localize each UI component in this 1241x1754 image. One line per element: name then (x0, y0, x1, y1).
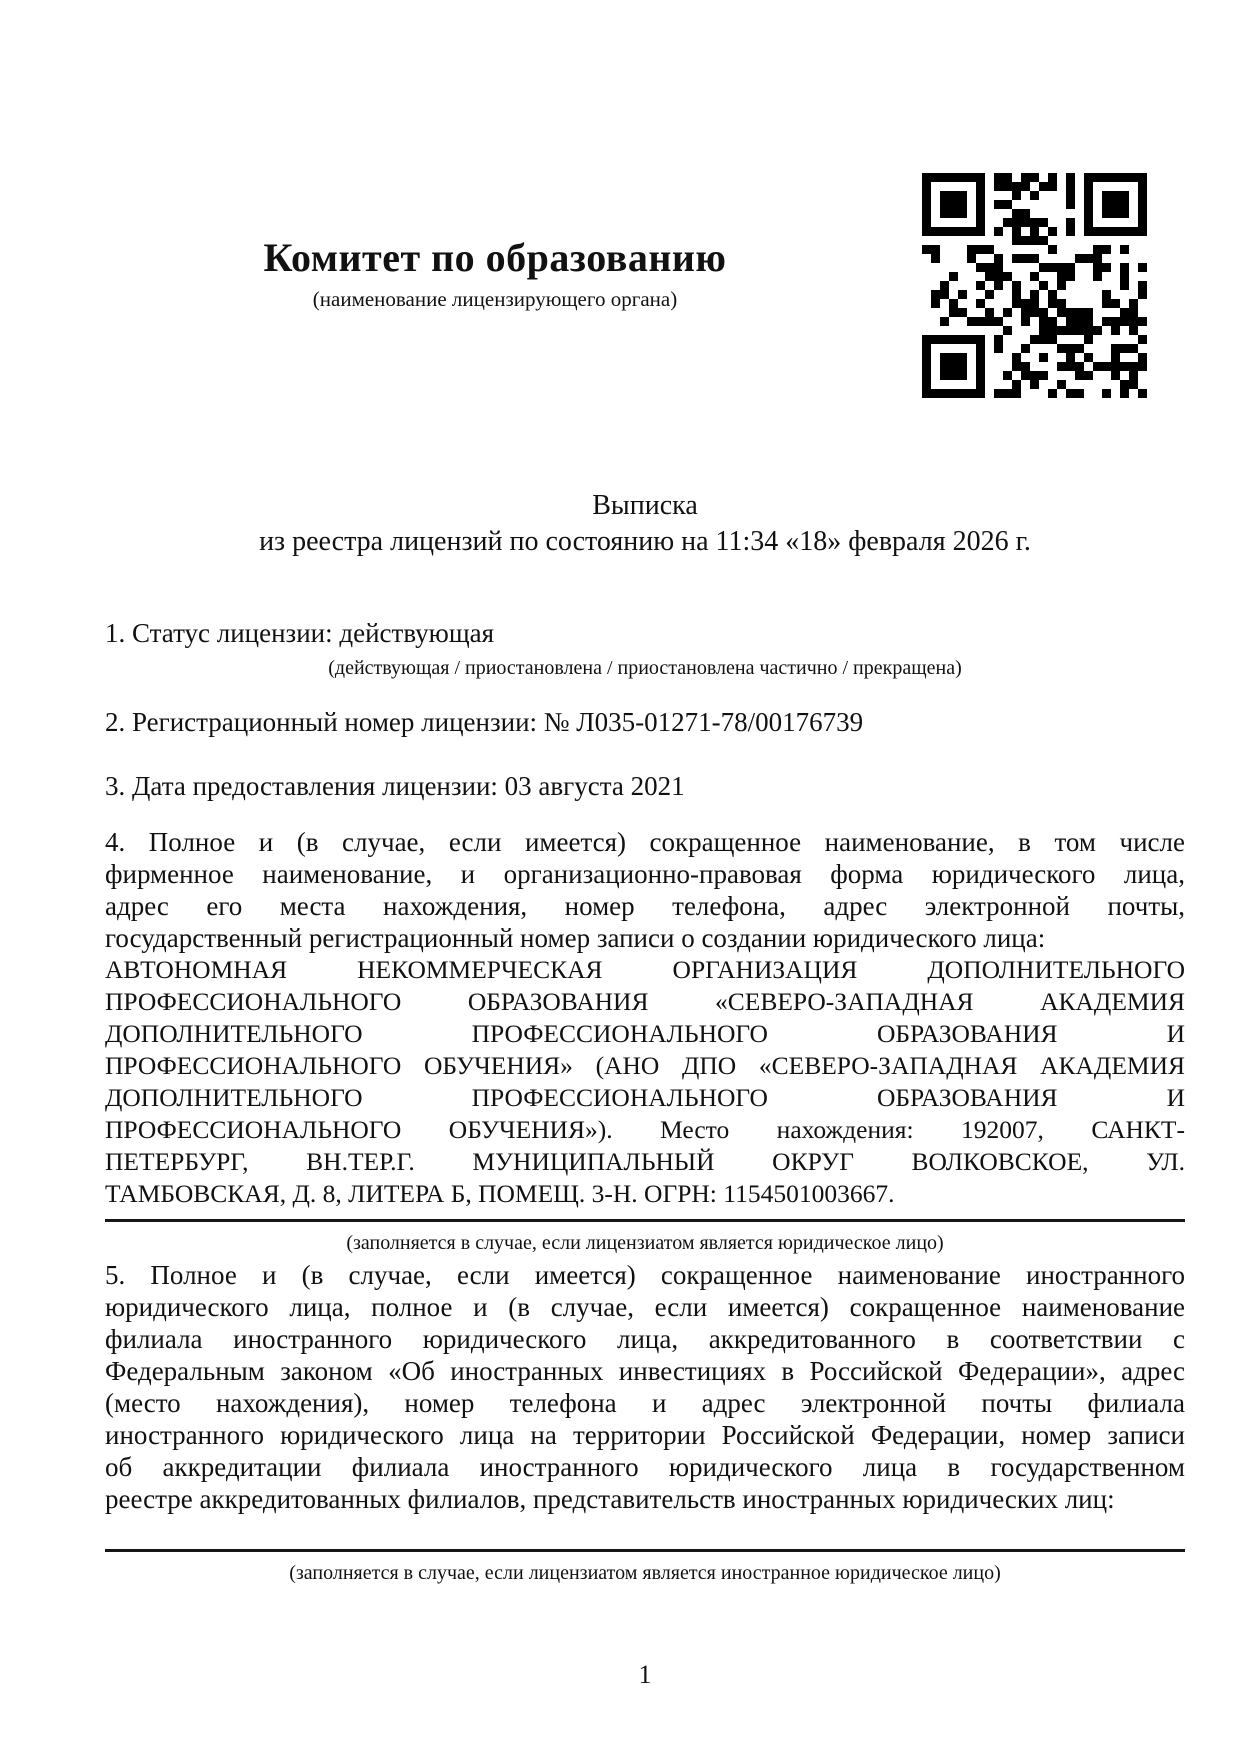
organization-name-block (105, 954, 1185, 1210)
paragraph-line: иностранного юридического лица на территории Российской Федерации, номер записи (105, 1420, 1185, 1450)
paragraph-line: реестре аккредитованных филиалов, представительств иностранных юридических лиц: (105, 1484, 1115, 1514)
document-content (105, 0, 1185, 1754)
paragraph-line: об аккредитации филиала иностранного юридического лица в государственном (105, 1452, 1185, 1482)
document-title-line2: из реестра лицензий по состоянию на 11:34 «18» февраля 2026 г. (259, 526, 1031, 557)
section4-paragraph (105, 826, 1185, 1210)
page-number: 1 (638, 1660, 652, 1689)
paragraph-line: 5. Полное и (в случае, если имеется) сокращенное наименование иностранного (105, 1260, 1185, 1290)
licensing-authority-caption: (наименование лицензирующего органа) (312, 287, 678, 311)
registration-number-line: 2. Регистрационный номер лицензии: № Л035-01271-78/00176739 (105, 707, 864, 737)
qr-code-image (922, 173, 1147, 398)
document-title (105, 488, 1185, 560)
paragraph-line: (место нахождения), номер телефона и адрес электронной почты филиала (105, 1388, 1185, 1418)
licensing-authority-block (105, 234, 885, 312)
paragraph-line: ПЕТЕРБУРГ, ВН.ТЕР.Г. МУНИЦИПАЛЬНЫЙ ОКРУГ ВОЛКОВСКОЕ, УЛ. (105, 1147, 1185, 1176)
licensing-authority-name: Комитет по образованию (263, 235, 727, 280)
grant-date-line: 3. Дата предоставления лицензии: 03 августа 2021 (105, 771, 685, 801)
paragraph-line: филиала иностранного юридического лица, аккредитованного в соответствии с (105, 1324, 1185, 1354)
paragraph-line: ПРОФЕССИОНАЛЬНОГО ОБУЧЕНИЯ» (АНО ДПО «СЕВЕРО-ЗАПАДНАЯ АКАДЕМИЯ (105, 1051, 1185, 1080)
paragraph-line: АВТОНОМНАЯ НЕКОММЕРЧЕСКАЯ ОРГАНИЗАЦИЯ ДОПОЛНИТЕЛЬНОГО (105, 955, 1185, 984)
paragraph-line: адрес его места нахождения, номер телефона, адрес электронной почты, (105, 891, 1185, 921)
foreign-entity-separator-line (105, 1549, 1185, 1552)
license-status-line: 1. Статус лицензии: действующая (105, 618, 495, 648)
paragraph-line: ДОПОЛНИТЕЛЬНОГО ПРОФЕССИОНАЛЬНОГО ОБРАЗОВАНИЯ И (105, 1083, 1185, 1112)
section4-intro (105, 826, 1185, 954)
paragraph-line: ДОПОЛНИТЕЛЬНОГО ПРОФЕССИОНАЛЬНОГО ОБРАЗОВАНИЯ И (105, 1019, 1185, 1048)
paragraph-line: юридического лица, полное и (в случае, если имеется) сокращенное наименование (105, 1292, 1185, 1322)
paragraph-line: ПРОФЕССИОНАЛЬНОГО ОБУЧЕНИЯ»). Место нахождения: 192007, САНКТ- (105, 1115, 1185, 1144)
status-options-caption: (действующая / приостановлена / приостановлена частично / прекращена) (328, 657, 962, 679)
paragraph-line: 4. Полное и (в случае, если имеется) сокращенное наименование, в том числе (105, 827, 1185, 857)
legal-entity-caption: (заполняется в случае, если лицензиатом является юридическое лицо) (346, 1232, 944, 1254)
legal-entity-separator-line (105, 1219, 1185, 1222)
document-title-line1: Выписка (592, 490, 698, 521)
paragraph-line: ПРОФЕССИОНАЛЬНОГО ОБРАЗОВАНИЯ «СЕВЕРО-ЗАПАДНАЯ АКАДЕМИЯ (105, 987, 1185, 1016)
foreign-entity-caption: (заполняется в случае, если лицензиатом является иностранное юридическое лицо) (289, 1562, 1001, 1584)
paragraph-line: государственный регистрационный номер записи о создании юридического лица: (105, 923, 1046, 953)
paragraph-line: Федеральным законом «Об иностранных инвестициях в Российской Федерации», адрес (105, 1356, 1185, 1386)
section5-paragraph (105, 1259, 1185, 1515)
paragraph-line: фирменное наименование, и организационно-правовая форма юридического лица, (105, 859, 1185, 889)
paragraph-line: ТАМБОВСКАЯ, Д. 8, ЛИТЕРА Б, ПОМЕЩ. 3-Н. ОГРН: 1154501003667. (105, 1179, 895, 1208)
